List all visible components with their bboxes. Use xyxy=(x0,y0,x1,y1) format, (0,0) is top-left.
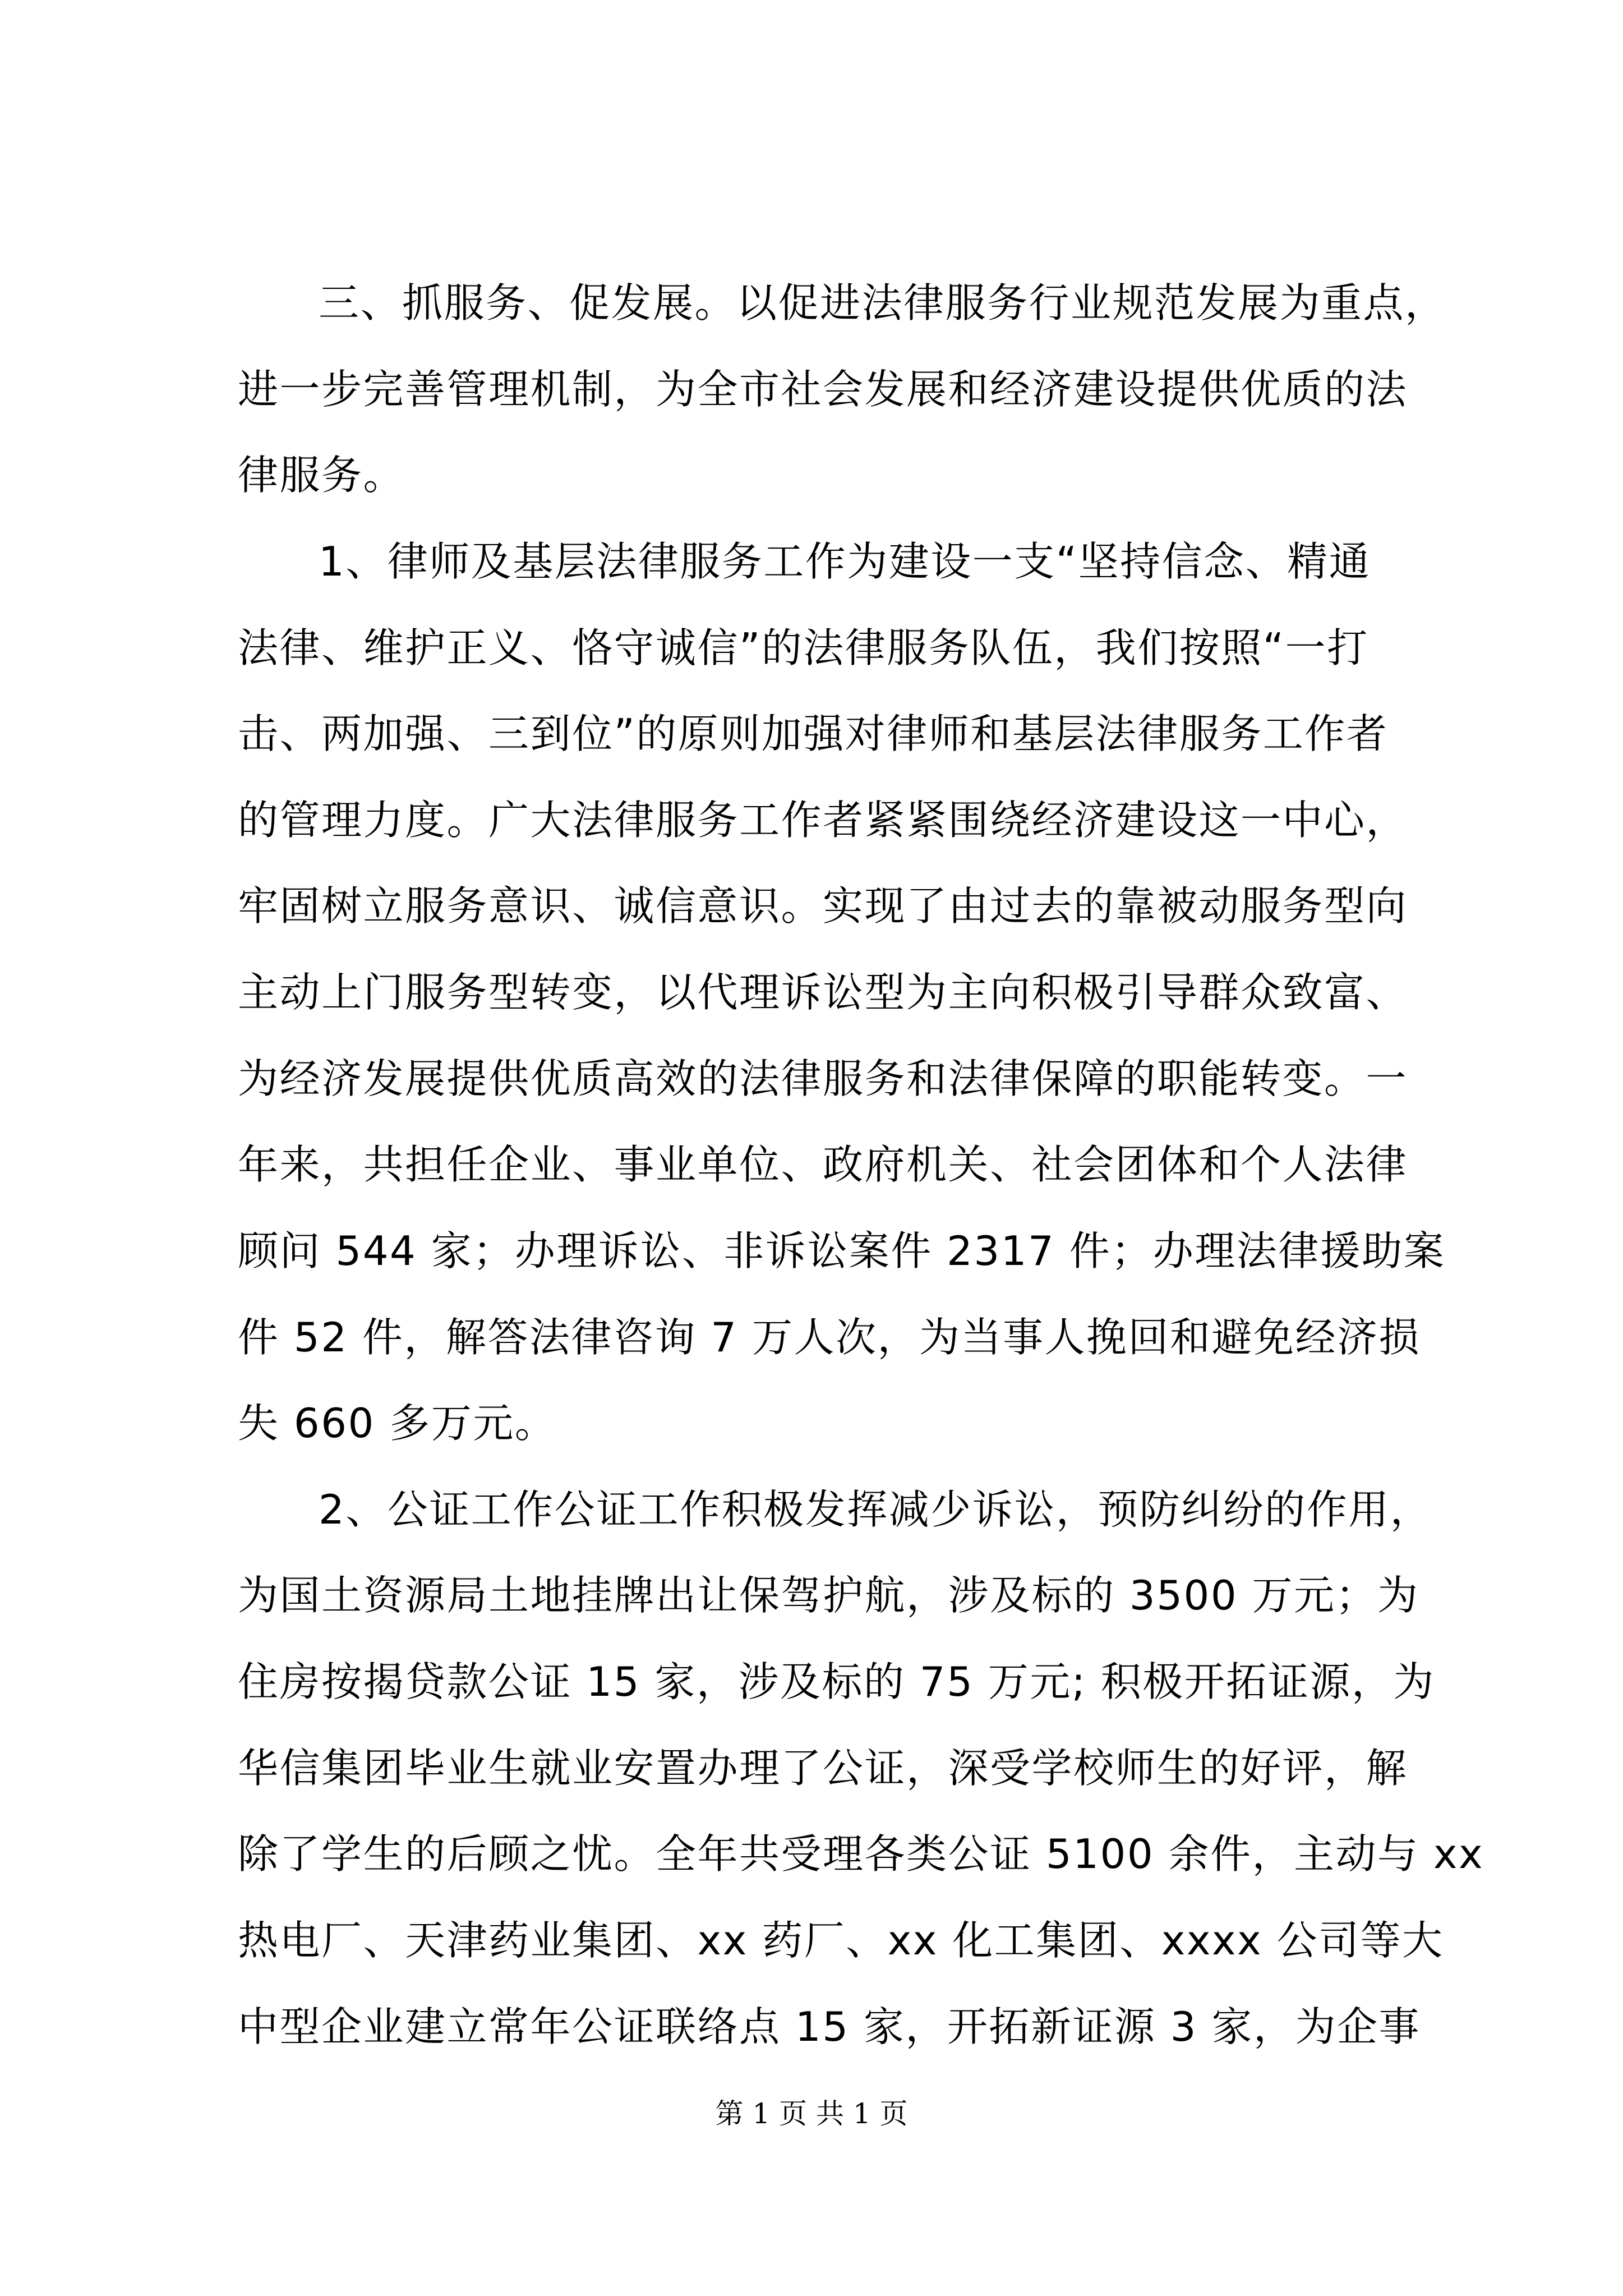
paragraph-line: 2、公证工作公证工作积极发挥减少诉讼，预防纠纷的作用， xyxy=(319,1486,1432,1533)
paragraph-line: 三、抓服务、促发展。以促进法律服务行业规范发展为重点， xyxy=(319,279,1447,326)
paragraph-line: 击、两加强、三到位”的原则加强对律师和基层法律服务工作者 xyxy=(238,710,1389,757)
paragraph-line: 除了学生的后顾之忧。全年共受理各类公证 5100 余件，主动与 xx xyxy=(238,1830,1484,1878)
paragraph-line: 件 52 件，解答法律咨询 7 万人次，为当事人挽回和避免经济损 xyxy=(238,1314,1421,1361)
paragraph-line: 为国土资源局土地挂牌出让保驾护航，涉及标的 3500 万元；为 xyxy=(238,1572,1419,1619)
paragraph-line: 进一步完善管理机制，为全市社会发展和经济建设提供优质的法 xyxy=(238,366,1408,413)
paragraph-line: 的管理力度。广大法律服务工作者紧紧围绕经济建设这一中心， xyxy=(238,797,1408,844)
paragraph-line: 中型企业建立常年公证联络点 15 家，开拓新证源 3 家，为企事 xyxy=(238,2003,1421,2050)
paragraph-line: 住房按揭贷款公证 15 家，涉及标的 75 万元; 积极开拓证源，为 xyxy=(238,1658,1435,1705)
paragraph-line: 失 660 多万元。 xyxy=(238,1400,557,1447)
paragraph-line: 顾问 544 家；办理诉讼、非诉讼案件 2317 件；办理法律援助案 xyxy=(238,1227,1446,1274)
paragraph-line: 主动上门服务型转变，以代理诉讼型为主向积极引导群众致富、 xyxy=(238,969,1408,1016)
page-footer: 第 1 页 共 1 页 xyxy=(715,2097,908,2130)
paragraph-line: 华信集团毕业生就业安置办理了公证，深受学校师生的好评，解 xyxy=(238,1745,1408,1792)
paragraph-line: 1、律师及基层法律服务工作为建设一支“坚持信念、精通 xyxy=(319,538,1371,585)
paragraph-line: 为经济发展提供优质高效的法律服务和法律保障的职能转变。一 xyxy=(238,1055,1408,1102)
paragraph-line: 律服务。 xyxy=(238,452,405,499)
paragraph-line: 法律、维护正义、恪守诚信”的法律服务队伍，我们按照“一打 xyxy=(238,624,1369,671)
paragraph-line: 牢固树立服务意识、诚信意识。实现了由过去的靠被动服务型向 xyxy=(238,882,1408,930)
paragraph-line: 热电厂、天津药业集团、xx 药厂、xx 化工集团、xxxx 公司等大 xyxy=(238,1917,1444,1964)
paragraph-line: 年来，共担任企业、事业单位、政府机关、社会团体和个人法律 xyxy=(238,1141,1408,1188)
